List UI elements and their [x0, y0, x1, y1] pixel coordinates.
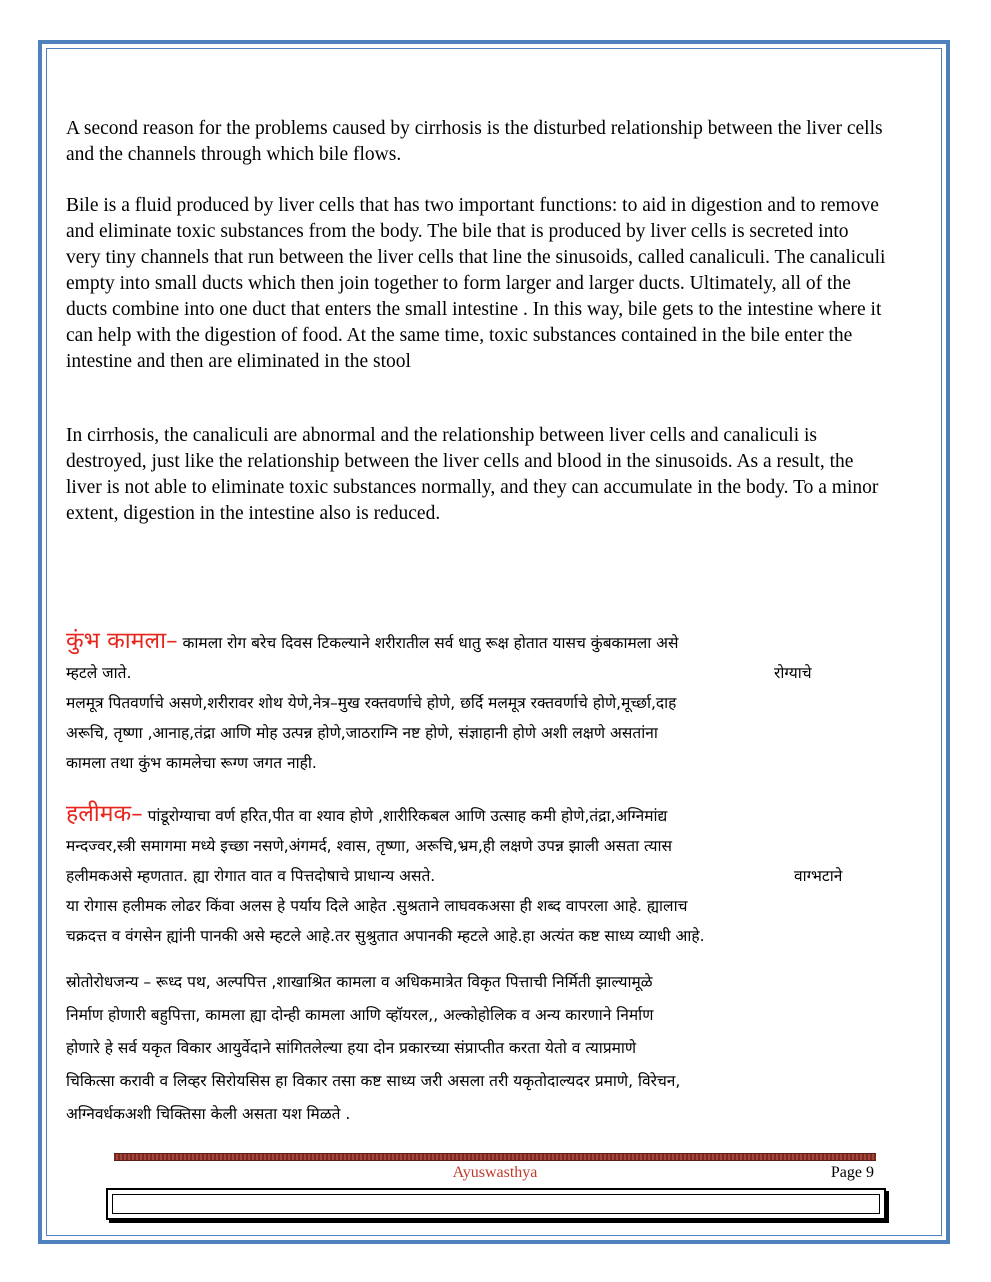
halimak-line-3: हलीमकअसे म्हणतात. ह्या रोगात वात व पित्तदोषाचे प्राधान्य असते. — [66, 867, 436, 885]
kumbh-line-4: अरूचि, तृष्णा ,आनाह,तंद्रा आणि मोह उत्पन्न होणे,जाठराग्नि नष्ट होणे, संज्ञाहानी होणे अशी लक्षणे असतांना — [66, 724, 658, 742]
srotorodh-line-3: होणारे हे सर्व यकृत विकार आयुर्वेदाने सांगितलेल्या हया दोन प्रकारच्या संप्राप्तीत करता येतो व त्याप्रमाणे — [66, 1039, 637, 1057]
halimak-heading: हलीमक — [66, 801, 132, 827]
footer-page-number: Page 9 — [830, 1164, 874, 1181]
srotorodh-line-2: निर्माण होणारी बहुपित्ता, कामला ह्या दोन्ही कामला आणि व्हॉयरल,, अल्कोहोलिक व अन्य कारणाने निर्माण — [66, 1006, 654, 1024]
kumbh-line-1: कामला रोग बरेच दिवस टिकल्याने शरीरातील सर्व धातु रूक्ष होतात यासच कुंबकामला असे — [177, 634, 679, 652]
kumbh-line-2-right: रोग्याचे — [774, 664, 812, 682]
kumbh-kamala-heading: कुंभ कामला — [66, 628, 167, 654]
section-halimak — [66, 799, 886, 951]
halimak-line-1: पांडूरोग्याचा वर्ण हरित,पीत वा श्याव होणे ,शारीरिकबल आणि उत्साह कमी होणे,तंद्रा,अग्निमांद्य — [142, 807, 668, 825]
section-srotorodh — [66, 966, 886, 1131]
srotorodh-line-1: स्रोतोरोधजन्य – रूध्द पथ, अल्पपित्त ,शाखाश्रित कामला व अधिकमात्रेत विकृत पित्ताची निर्मिती झाल्यामूळे — [66, 973, 653, 991]
srotorodh-line-5: अग्निवर्धकअशी चिक्तिसा केली असता यश मिळते . — [66, 1105, 351, 1123]
kumbh-line-3: मलमूत्र पितवर्णाचे असणे,शरीरावर शोथ येणे,नेत्र–मुख रक्तवर्णाचे होणे, छर्दि मलमूत्र रक्तवर्णाचे होणे,मूर्च्छा,दाह — [66, 694, 677, 712]
footer-title: Ayuswasthya — [452, 1164, 538, 1181]
halimak-line-3-right: वाग्भटाने — [794, 867, 843, 885]
kumbh-kamala-dash: – — [166, 628, 178, 654]
paragraph-canaliculi: In cirrhosis, the canaliculi are abnormal and the relationship between liver cells and canaliculi is destroyed, just like the relationship between the liver cells and blood in the sinusoids. As a result, the liver is not able to eliminate toxic substances normally, and they can accumulate in the body. To a minor extent, digestion in the intestine also is reduced. — [66, 425, 879, 524]
kumbh-line-2: म्हटले जाते. — [66, 664, 132, 682]
section-kumbh-kamala — [66, 626, 886, 778]
srotorodh-line-4: चिकित्सा करावी व लिव्हर सिरोयसिस हा विकार तसा कष्ट साध्य जरी असला तरी यकृतोदाल्यदर प्रमाणे, विरेचन, — [66, 1072, 681, 1090]
halimak-line-5: चक्रदत्त व वंगसेन ह्यांनी पानकी असे म्हटले आहे.तर सुश्रुतात अपानकी म्हटले आहे.हा अत्यंत कष्ट साध्य व्याधी आहे. — [66, 927, 705, 945]
halimak-line-4: या रोगास हलीमक लोढर किंवा अलस हे पर्याय दिले आहेत .सुश्रताने लाघवकअसा ही शब्द वापरला आहे. ह्यालाच — [66, 897, 688, 915]
paragraph-cirrhosis-reason: A second reason for the problems caused by cirrhosis is the disturbed relationship between the liver cells and the channels through which bile flows. — [66, 118, 883, 165]
halimak-line-2: मन्दज्वर,स्त्री समागमा मध्ये इच्छा नसणे,अंगमर्द, श्वास, तृष्णा, अरूचि,भ्रम,ही लक्षणे उपन्न झाली असता त्यास — [66, 837, 672, 855]
halimak-dash: – — [131, 801, 143, 827]
paragraph-bile-function: Bile is a fluid produced by liver cells that has two important functions: to aid in digestion and to remove and eliminate toxic substances from the body. The bile that is produced by liver cells is secreted into very tiny channels that run between the liver cells that line the sinusoids, called canaliculi. The canaliculi empty into small ducts which then join together to form larger and larger ducts. Ultimately, all of the ducts combine into one duct that enters the small intestine . In this way, bile gets to the intestine where it can help with the digestion of food. At the same time, toxic substances contained in the bile enter the intestine and then are eliminated in the stool — [66, 195, 886, 372]
kumbh-line-5: कामला तथा कुंभ कामलेचा रूग्ण जगत नाही. — [66, 754, 317, 772]
footer-divider — [114, 1153, 876, 1161]
footer-box-inner — [112, 1194, 880, 1214]
footer-box — [106, 1188, 886, 1220]
